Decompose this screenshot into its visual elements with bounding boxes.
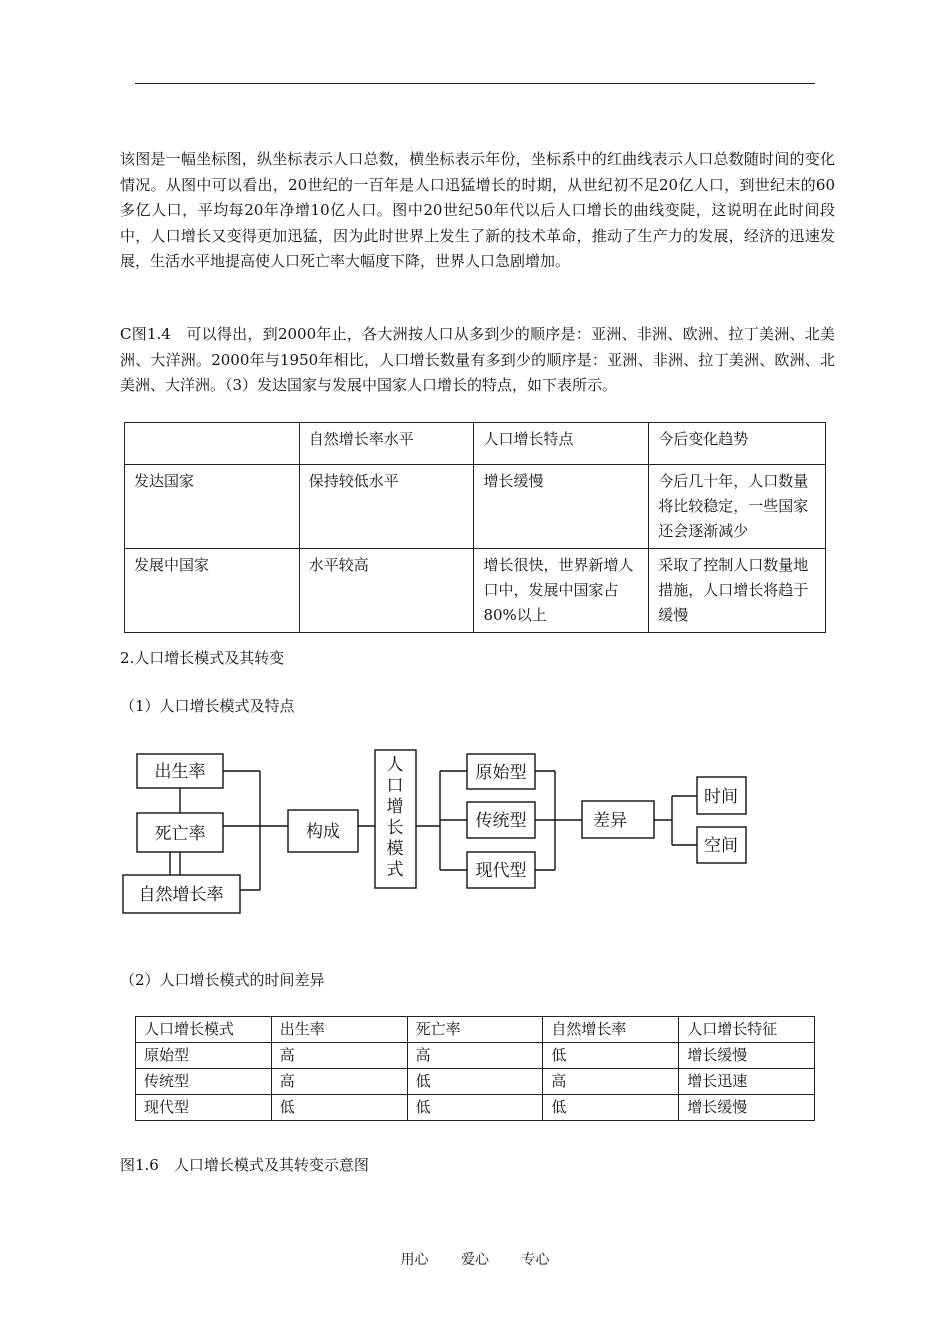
table-cell: 现代型 — [136, 1095, 272, 1121]
table-cell: 原始型 — [136, 1043, 272, 1069]
table-cell: 发展中国家 — [125, 549, 300, 633]
paragraph-population-curve: 该图是一幅坐标图，纵坐标表示人口总数，横坐标表示年份，坐标系中的红曲线表示人口总数随时间的变化情况。从图中可以看出，20世纪的一百年是人口迅猛增长的时期，从世纪初不足20亿人口，到世纪末的60多亿人口，平均每20年净增10亿人口。图中20世纪50年代以后人口增长的曲线变陡，这说明在此时间段中，人口增长又变得更加迅猛，因为此时世界上发生了新的技术革命，推动了生产力的发展，经济的迅速发展，生活水平地提高使人口死亡率大幅度下降，世界人口急剧增加。 — [120, 150, 835, 270]
death-rate-label: 死亡率 — [154, 824, 206, 844]
table-cell: 低 — [543, 1095, 679, 1121]
table-cell: 出生率 — [271, 1017, 407, 1043]
table-cell: 人口增长特点 — [474, 423, 649, 465]
paragraph-continent-order: C图1.4 可以得出，到2000年止，各大洲按人口从多到少的顺序是：亚洲、非洲、欧洲、拉丁美洲、北美洲、大洋洲。2000年与1950年相比，人口增长数量有多到少的顺序是：亚洲、非洲、拉丁美洲、欧洲、北美洲、大洋洲。（3）发达国家与发展中国家人口增长的特点，如下表所示。 — [120, 325, 835, 394]
table-cell: 高 — [407, 1043, 543, 1069]
traditional-box — [467, 802, 535, 838]
model-char: 增 — [386, 797, 404, 817]
table-cell: 增长很快，世界新增人口中，发展中国家占80%以上 — [474, 549, 649, 633]
table-cell: 发达国家 — [125, 465, 300, 549]
subheading-time-difference: （2）人口增长模式的时间差异 — [120, 971, 325, 989]
table-row — [136, 1043, 815, 1069]
space-box — [697, 827, 746, 863]
table-cell: 人口增长模式 — [136, 1017, 272, 1043]
table-header-row — [136, 1017, 815, 1043]
table-cell: 自然增长率水平 — [299, 423, 474, 465]
table-cell: 增长缓慢 — [474, 465, 649, 549]
space-label: 空间 — [704, 836, 738, 856]
figure-caption: 图1.6 人口增长模式及其转变示意图 — [120, 1156, 369, 1174]
table-cell: 采取了控制人口数量地措施，人口增长将趋于缓慢 — [649, 549, 826, 633]
table-cell: 低 — [543, 1043, 679, 1069]
footer-text: 用心 — [400, 1252, 429, 1268]
table-cell: 低 — [407, 1095, 543, 1121]
table-cell: 增长迅速 — [679, 1069, 815, 1095]
natural-growth-label: 自然增长率 — [138, 885, 224, 905]
table-cell: 增长缓慢 — [679, 1043, 815, 1069]
modern-label: 现代型 — [475, 861, 527, 881]
population-model-box — [375, 750, 416, 888]
model-char: 模 — [386, 839, 404, 859]
table-cell: 低 — [271, 1095, 407, 1121]
difference-label: 差异 — [593, 811, 627, 831]
birth-rate-label: 出生率 — [154, 762, 206, 782]
table-cell: 今后几十年，人口数量将比较稳定，一些国家还会逐渐减少 — [649, 465, 826, 549]
section-heading: 2.人口增长模式及其转变 — [120, 649, 285, 667]
traditional-label: 传统型 — [475, 811, 527, 831]
model-char: 式 — [386, 860, 404, 880]
growth-model-table — [135, 1016, 815, 1121]
primitive-label: 原始型 — [475, 763, 527, 783]
table-cell: 低 — [407, 1069, 543, 1095]
model-char: 口 — [386, 776, 404, 796]
death-rate-box — [137, 813, 223, 852]
difference-box — [582, 801, 654, 838]
natural-growth-box — [123, 875, 240, 913]
table-cell: 高 — [271, 1069, 407, 1095]
table-cell: 今后变化趋势 — [649, 423, 826, 465]
primitive-box — [467, 754, 535, 789]
table-cell: 传统型 — [136, 1069, 272, 1095]
table-row — [136, 1095, 815, 1121]
footer-text: 专心 — [521, 1252, 550, 1268]
table-cell: 保持较低水平 — [299, 465, 474, 549]
birth-rate-box — [137, 754, 223, 788]
table-cell: 水平较高 — [299, 549, 474, 633]
model-char: 人 — [386, 755, 404, 775]
table-cell: 高 — [543, 1069, 679, 1095]
time-label: 时间 — [704, 787, 738, 807]
time-box — [697, 777, 746, 814]
table-row — [136, 1069, 815, 1095]
table-cell: 人口增长特征 — [679, 1017, 815, 1043]
table-cell: 增长缓慢 — [679, 1095, 815, 1121]
composition-box — [288, 810, 358, 852]
footer-text: 爱心 — [461, 1252, 489, 1268]
model-char: 长 — [386, 818, 404, 838]
page-footer — [0, 1249, 950, 1269]
modern-box — [467, 852, 535, 888]
table-cell: 自然增长率 — [543, 1017, 679, 1043]
table-cell: 死亡率 — [407, 1017, 543, 1043]
table-cell: 高 — [271, 1043, 407, 1069]
subheading-model-features: （1）人口增长模式及特点 — [120, 697, 295, 715]
composition-label: 构成 — [306, 822, 340, 842]
